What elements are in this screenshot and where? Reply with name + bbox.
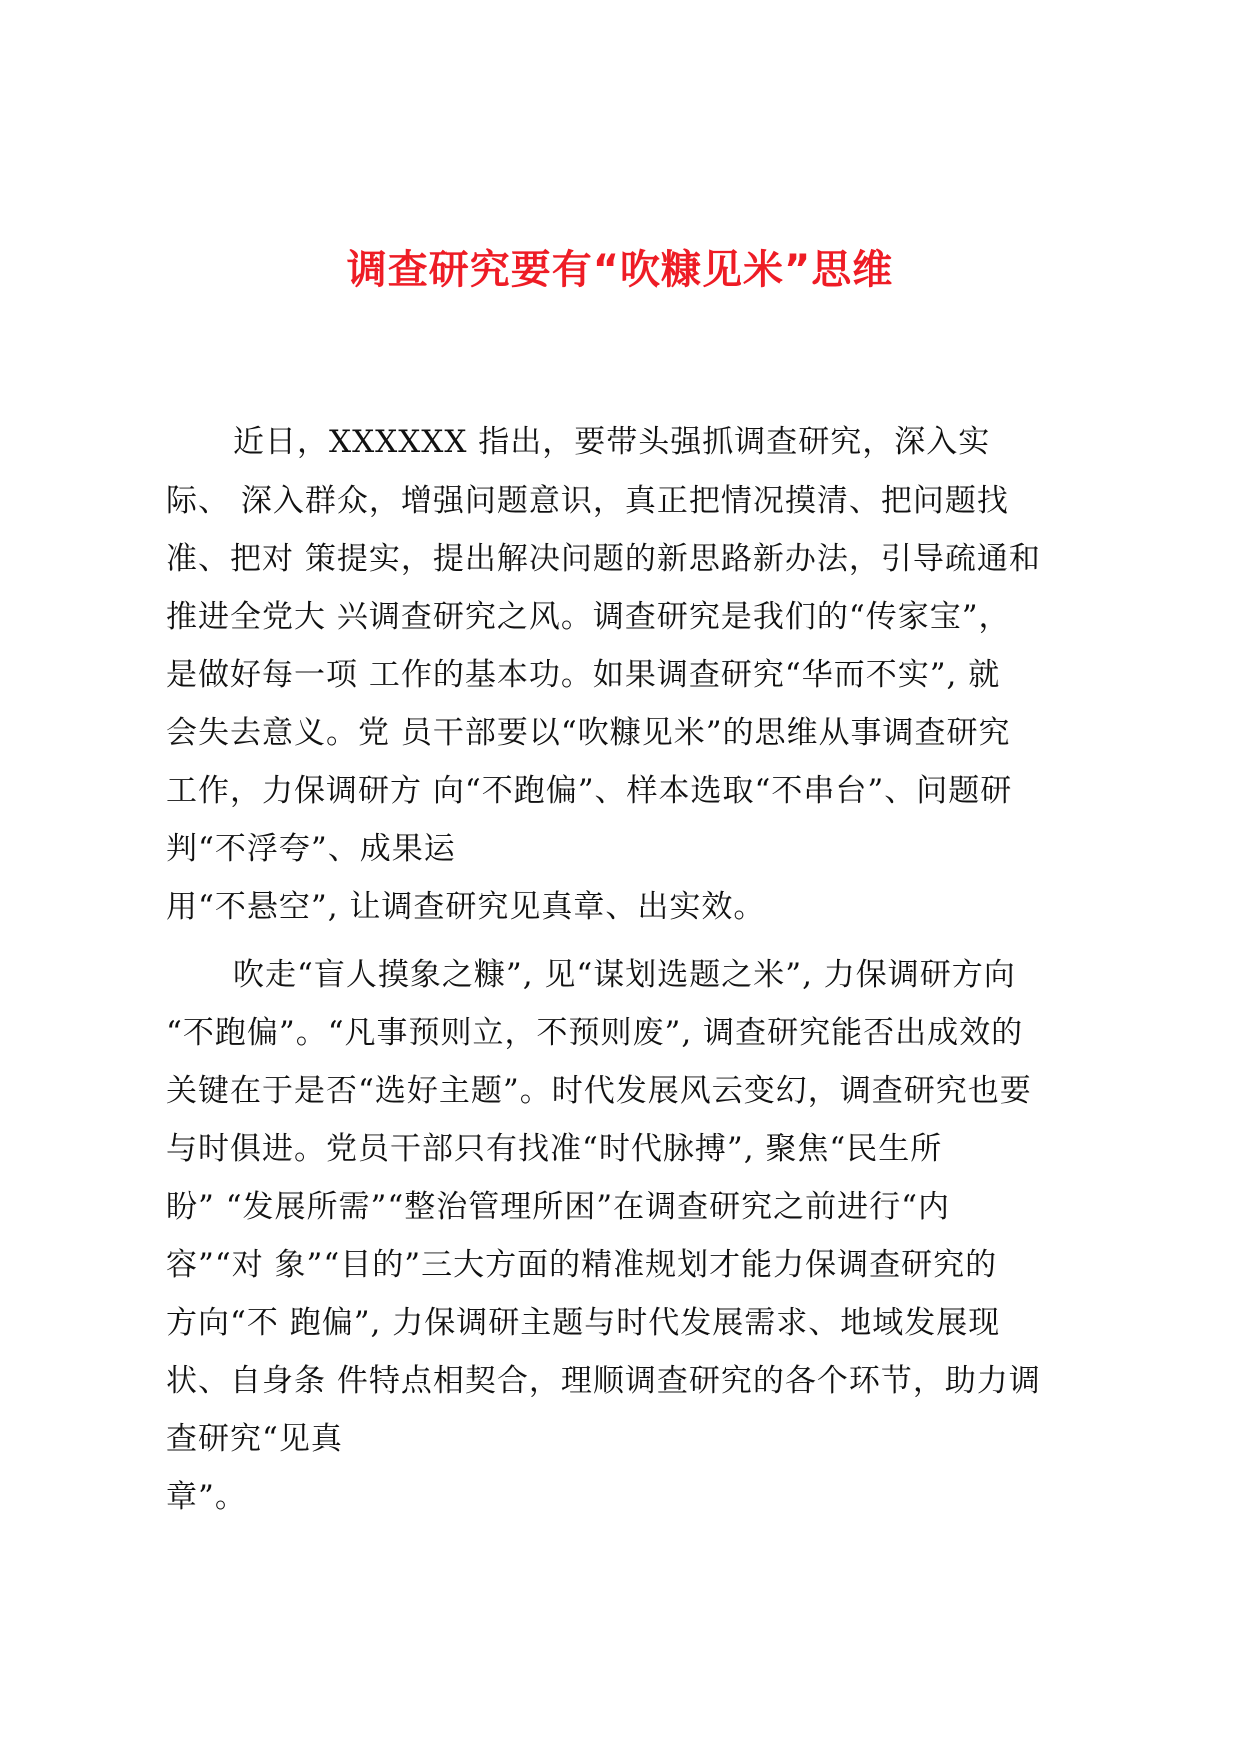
paragraph-line: 容”“对 象”“目的”三大方面的精准规划才能力保调查研究的 (166, 1247, 998, 1283)
paragraph-line: 状、自身条 件特点相契合，理顺调查研究的各个环节，助力调 (166, 1363, 1041, 1399)
document-title: 调查研究要有“吹糠见米”思维 (346, 247, 894, 293)
paragraph-line: 近日，XXXXXX 指出，要带头强抓调查研究，深入实 (233, 424, 991, 460)
paragraph-line: 查研究“见真 (166, 1421, 343, 1457)
paragraph-line: 际、 深入群众，增强问题意识，真正把情况摸清、把问题找 (166, 483, 1009, 519)
paragraph-line: 是做好每一项 工作的基本功。如果调查研究“华而不实”, 就 (166, 657, 1001, 693)
paragraph-line: 准、把对 策提实，提出解决问题的新思路新办法，引导疏通和 (166, 541, 1041, 577)
paragraph-line: 用“不悬空”, 让调查研究见真章、出实效。 (166, 889, 766, 925)
paragraph-line: 吹走“盲人摸象之糠”, 见“谋划选题之米”, 力保调研方向 (233, 957, 1016, 993)
paragraph-line: 章”。 (166, 1479, 247, 1515)
paragraph-line: 推进全党大 兴调查研究之风。调查研究是我们的“传家宝”， (166, 599, 1011, 635)
paragraph-line: “不跑偏”。“凡事预则立，不预则废”, 调查研究能否出成效的 (166, 1015, 1024, 1051)
paragraph-line: 关键在于是否“选好主题”。时代发展风云变幻，调查研究也要 (166, 1073, 1032, 1109)
paragraph-line: 与时俱进。党员干部只有找准“时代脉搏”, 聚焦“民生所 (166, 1131, 943, 1167)
paragraph-line: 判“不浮夸”、成果运 (166, 831, 456, 867)
paragraph-line: 会失去意义。党 员干部要以“吹糠见米”的思维从事调查研究 (166, 715, 1011, 751)
paragraph-line: 盼” “发展所需”“整治管理所困”在调查研究之前进行“内 (166, 1189, 950, 1225)
paragraph-line: 工作，力保调研方 向“不跑偏”、样本选取“不串台”、问题研 (166, 773, 1013, 809)
paragraph-line: 方向“不 跑偏”, 力保调研主题与时代发展需求、地域发展现 (166, 1305, 1001, 1341)
